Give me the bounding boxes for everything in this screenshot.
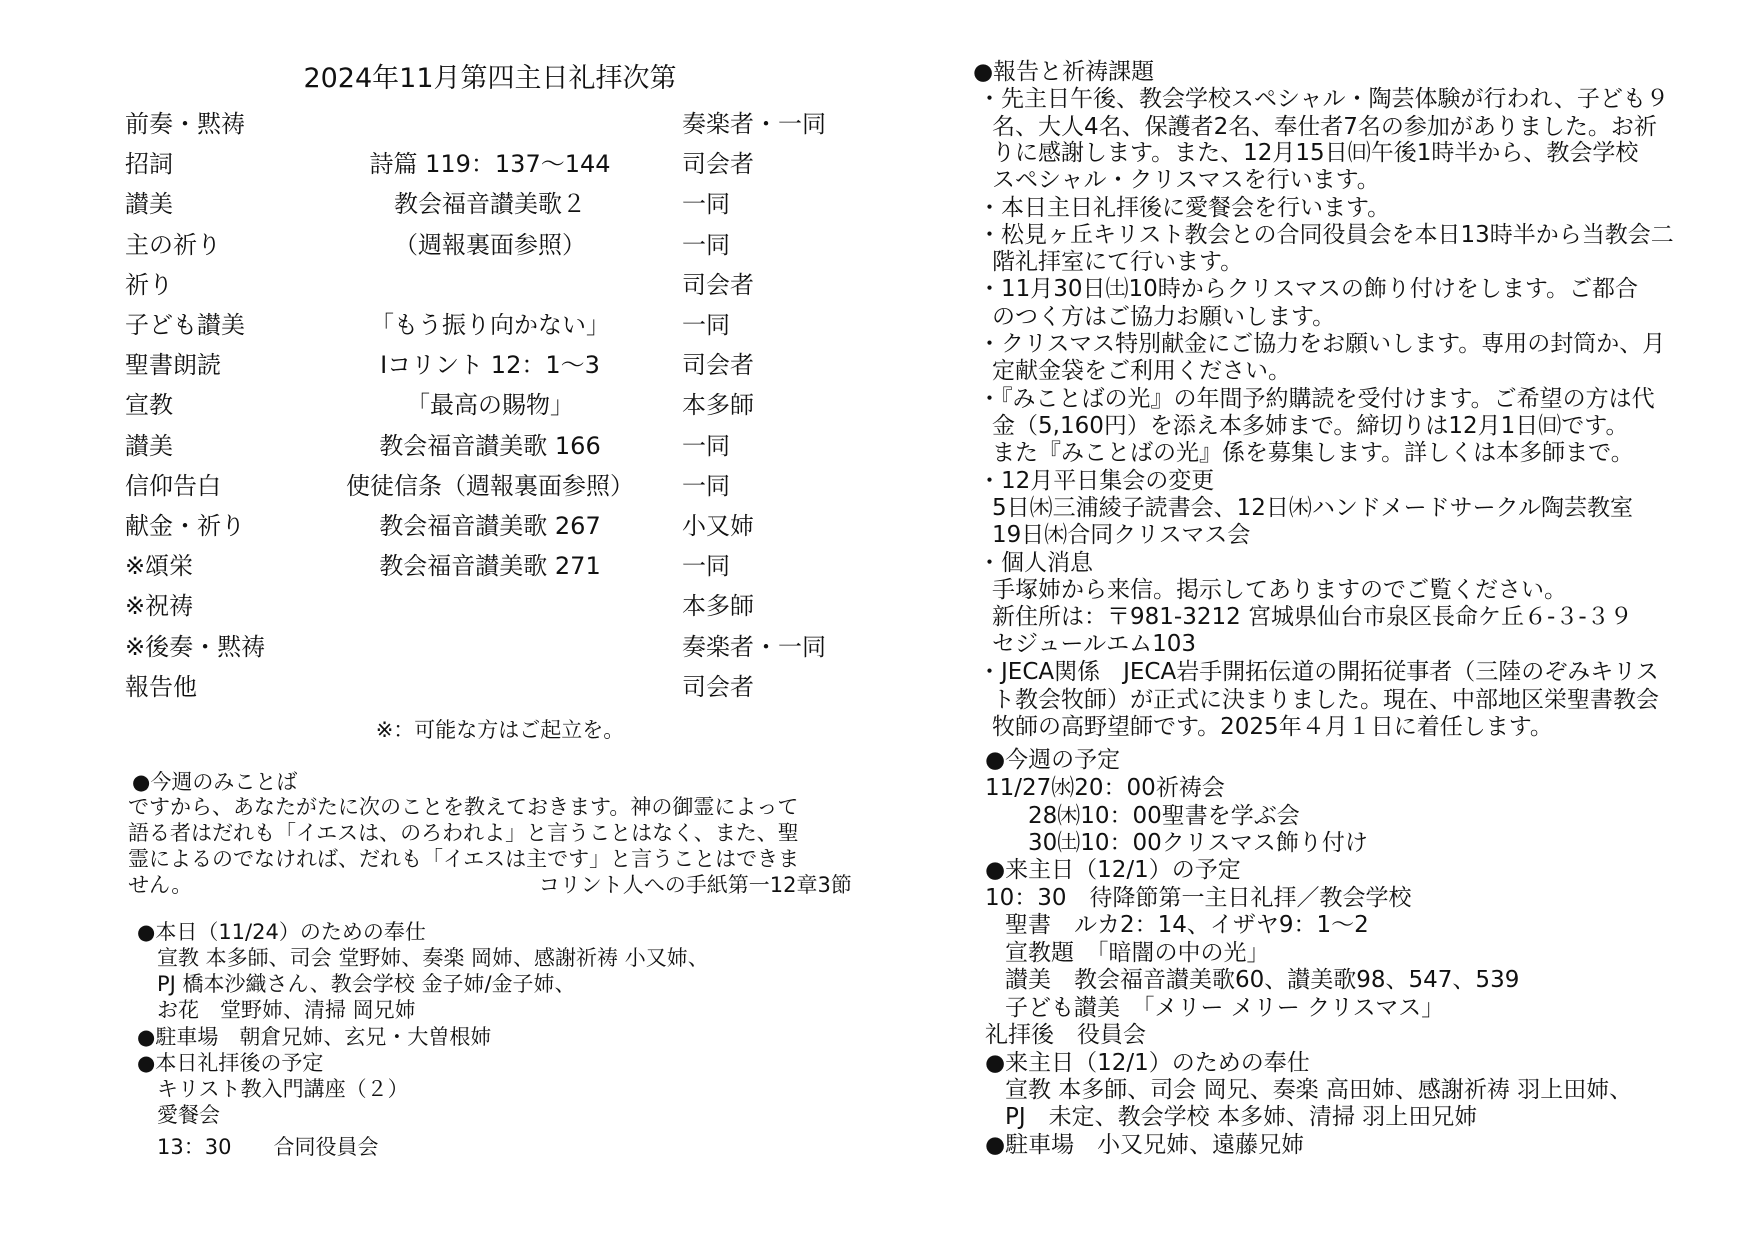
order-leader: 奏楽者・一同	[682, 632, 826, 661]
notice-item: ・『みことばの光』の年間予約購読を受付けます。ご希望の方は代	[978, 386, 1655, 412]
order-row	[0, 667, 980, 707]
text-line: 13：30 合同役員会	[157, 1135, 379, 1159]
order-row	[0, 305, 980, 345]
section-heading: ●来主日（12/1）のための奉仕	[985, 1050, 1310, 1076]
order-leader: 一同	[682, 190, 730, 219]
text-line: PJ 橋本沙織さん、教会学校 金子姉/金子姉、	[157, 972, 576, 996]
text-line: 28㈭10：00聖書を学ぶ会	[1028, 803, 1300, 829]
order-item: 讃美	[125, 190, 173, 219]
text-line: 宣教題 「暗闇の中の光」	[1005, 940, 1270, 966]
notice-item: ・本日主日礼拝後に愛餐会を行います。	[978, 195, 1391, 221]
text-line: 愛餐会	[157, 1103, 220, 1127]
text-line: せん。 コリント人への手紙第一12章3節	[128, 873, 852, 897]
order-item: 宣教	[125, 391, 173, 420]
order-row	[0, 225, 980, 265]
order-item: 主の祈り	[125, 230, 221, 259]
order-detail: 詩篇 119：137〜144	[369, 150, 611, 179]
order-row	[0, 546, 980, 586]
standing-note: ※：可能な方はご起立を。	[375, 718, 625, 742]
order-item: 前奏・黙祷	[125, 110, 245, 138]
text-line: 宣教 本多師、司会 岡兄、奏楽 高田姉、感謝祈祷 羽上田姉、	[1005, 1077, 1633, 1103]
order-item: 報告他	[125, 672, 197, 701]
order-detail: （週報裏面参照）	[394, 230, 586, 259]
order-leader: 司会者	[682, 150, 754, 179]
text-line: 名、大人4名、保護者2名、奉仕者7名の参加がありました。お祈	[992, 114, 1657, 140]
text-line: 5日㈭三浦綾子読書会、12日㈭ハンドメードサークル陶芸教室	[992, 495, 1633, 521]
notice-item: ・クリスマス特別献金にご協力をお願いします。専用の封筒か、月	[978, 331, 1666, 357]
order-row	[0, 265, 980, 305]
section-heading: ●来主日（12/1）の予定	[985, 857, 1241, 883]
section-heading: ●本日礼拝後の予定	[137, 1051, 324, 1075]
order-detail: 教会福音讃美歌 267	[379, 512, 601, 540]
text-line: 新住所は：〒981-3212 宮城県仙台市泉区長命ケ丘６-３-３９	[992, 604, 1633, 630]
order-item: ※頌栄	[125, 552, 194, 581]
order-leader: 小又姉	[682, 512, 754, 540]
text-line: 手塚姉から来信。掲示してありますのでご覧ください。	[992, 577, 1567, 603]
order-item: 讃美	[125, 431, 173, 460]
order-row	[0, 144, 980, 184]
notice-item: ・個人消息	[978, 550, 1093, 576]
text-line: 10：30 待降節第一主日礼拝／教会学校	[985, 885, 1412, 911]
order-row	[0, 506, 980, 546]
section-heading: ●駐車場 朝倉兄姉、玄兄・大曽根姉	[137, 1025, 492, 1049]
order-row	[0, 426, 980, 466]
notice-item: ・JECA関係 JECA岩手開拓伝道の開拓従事者（三陸のぞみキリス	[978, 659, 1659, 685]
order-leader: 司会者	[682, 672, 754, 701]
order-row	[0, 586, 980, 626]
text-line: 30㈯10：00クリスマス飾り付け	[1028, 830, 1368, 856]
section-heading: ●今週のみことば	[132, 770, 298, 794]
notice-item: ・12月平日集会の変更	[978, 468, 1215, 494]
order-row	[0, 345, 980, 385]
order-item: 子ども讃美	[125, 311, 245, 339]
order-detail: 使徒信条（週報裏面参照）	[346, 471, 634, 500]
text-line: のつく方はご協力お願いします。	[992, 304, 1336, 330]
order-row	[0, 385, 980, 425]
notice-item: ・松見ヶ丘キリスト教会との合同役員会を本日13時半から当教会二	[978, 222, 1674, 248]
text-line: りに感謝します。また、12月15日㈰午後1時半から、教会学校	[992, 140, 1639, 166]
order-leader: 司会者	[682, 351, 754, 380]
order-leader: 一同	[682, 431, 730, 460]
order-row	[0, 466, 980, 506]
text-line: 子ども讃美 「メリー メリー クリスマス」	[1005, 995, 1445, 1021]
notice-item: ・先主日午後、教会学校スペシャル・陶芸体験が行われ、子ども９	[978, 86, 1669, 112]
order-detail: 「最高の賜物」	[406, 391, 574, 420]
order-row	[0, 104, 980, 144]
order-leader: 司会者	[682, 270, 754, 299]
order-item: 招詞	[125, 150, 173, 179]
text-line: また『みことばの光』係を募集します。詳しくは本多師まで。	[992, 440, 1634, 466]
text-line: 牧師の高野望師です。2025年４月１日に着任します。	[992, 714, 1553, 740]
order-detail: 教会福音讃美歌 271	[379, 552, 601, 581]
order-detail: Ⅰコリント 12：1〜3	[380, 351, 600, 380]
text-line: 語る者はだれも「イエスは、のろわれよ」と言うことはなく、また、聖	[128, 821, 799, 845]
order-item: 聖書朗読	[125, 351, 221, 380]
order-leader: 一同	[682, 552, 730, 581]
text-line: 礼拝後 役員会	[985, 1022, 1146, 1048]
order-row	[0, 627, 980, 667]
text-line: 19日㈭合同クリスマス会	[992, 522, 1251, 548]
text-line: 宣教 本多師、司会 堂野姉、奏楽 岡姉、感謝祈祷 小又姉、	[157, 946, 709, 970]
text-line: 聖書 ルカ2：14、イザヤ9：1〜2	[1005, 912, 1369, 938]
order-item: 信仰告白	[125, 471, 221, 500]
text-line: 讃美 教会福音讃美歌60、讃美歌98、547、539	[1005, 967, 1520, 993]
order-item: 祈り	[125, 270, 173, 299]
text-line: キリスト教入門講座（２）	[157, 1077, 409, 1101]
text-line: 11/27㈬20：00祈祷会	[985, 775, 1225, 801]
page-title: 2024年11月第四主日礼拝次第	[303, 63, 677, 94]
order-leader: 本多師	[682, 592, 754, 621]
order-leader: 一同	[682, 311, 730, 339]
text-line: PJ 未定、教会学校 本多姉、清掃 羽上田兄姉	[1005, 1104, 1478, 1130]
section-heading: ●報告と祈祷課題	[973, 59, 1155, 85]
notice-item: ・11月30日㈯10時からクリスマスの飾り付けをします。ご都合	[978, 276, 1639, 302]
section-heading: ●駐車場 小又兄姉、遠藤兄姉	[985, 1132, 1305, 1158]
section-heading: ●本日（11/24）のための奉仕	[137, 920, 426, 944]
order-detail: 教会福音讃美歌２	[394, 190, 586, 219]
order-detail: 教会福音讃美歌 166	[379, 431, 601, 460]
text-line: ト教会牧師）が正式に決まりました。現在、中部地区栄聖書教会	[992, 687, 1659, 713]
order-item: ※祝祷	[125, 592, 194, 621]
text-line: 金（5,160円）を添え本多姉まで。締切りは12月1日㈰です。	[992, 413, 1629, 439]
text-line: お花 堂野姉、清掃 岡兄姉	[157, 998, 416, 1022]
text-line: 階礼拝室にて行います。	[992, 249, 1244, 275]
text-line: スペシャル・クリスマスを行います。	[992, 167, 1380, 193]
order-row	[0, 184, 980, 224]
order-item: ※後奏・黙祷	[125, 632, 266, 661]
order-leader: 一同	[682, 230, 730, 259]
order-leader: 奏楽者・一同	[682, 110, 826, 138]
text-line: 霊によるのでなければ、だれも「イエスは主です」と言うことはできま	[128, 847, 800, 871]
text-line: セジュールエム103	[992, 631, 1196, 657]
order-leader: 本多師	[682, 391, 754, 420]
text-line: ですから、あなたがたに次のことを教えておきます。神の御霊によって	[128, 795, 799, 819]
order-detail: 「もう振り向かない」	[370, 311, 610, 339]
order-item: 献金・祈り	[125, 512, 245, 540]
text-line: 定献金袋をご利用ください。	[992, 358, 1291, 384]
order-leader: 一同	[682, 471, 730, 500]
section-heading: ●今週の予定	[985, 747, 1121, 773]
